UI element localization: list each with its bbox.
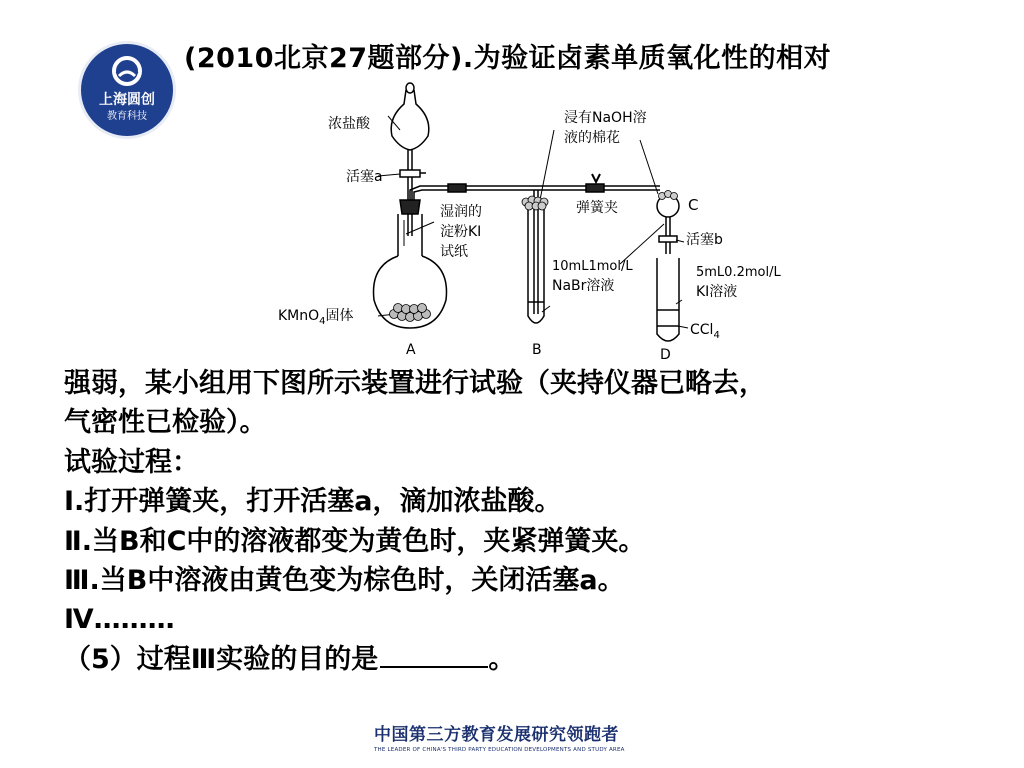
apparatus-diagram [270,78,810,368]
label-wet-paper-2: 淀粉KI [440,224,482,240]
label-spring-clip: 弹簧夹 [576,200,618,216]
question-5-prefix: （5）过程Ⅲ实验的目的是 [64,643,379,675]
label-conc-hcl: 浓盐酸 [328,116,370,132]
answer-blank [380,640,488,668]
label-stopcock-a: 活塞a [346,169,383,185]
question-5 [64,640,964,679]
label-nabr-2: NaBr溶液 [552,278,615,294]
label-ki-1: 5mL0.2mol/L [696,265,781,280]
label-wet-paper-3: 试纸 [440,244,468,260]
label-wet-paper-1: 湿润的 [440,204,482,220]
label-kmno4: KMnO$_4$固体 [278,308,354,327]
body-line-1: 强弱，某小组用下图所示装置进行试验（夹持仪器已略去， [64,368,766,399]
label-stopcock-b: 活塞b [686,232,723,248]
label-cotton-1: 浸有NaOH溶 [564,110,647,126]
label-a: A [406,342,416,358]
label-ccl4: CCl$_4$ [690,322,720,341]
step-3: Ⅲ.当B中溶液由黄色变为棕色时，关闭活塞a。 [64,565,625,597]
step-2: Ⅱ.当B和C中的溶液都变为黄色时，夹紧弹簧夹。 [64,525,646,557]
question-5-suffix: 。 [488,643,516,675]
label-c: C [688,196,699,214]
body-line-3: 试验过程： [64,446,199,478]
footer-sub: THE LEADER OF CHINA'S THIRD PARTY EDUCATION DEVELOPMENTS AND STUDY AREA [374,747,625,753]
label-nabr-1: 10mL1mol/L [552,259,633,274]
step-4: Ⅳ……… [64,604,175,636]
page-title: (2010北京27题部分).为验证卤素单质氧化性的相对 [184,43,832,74]
label-ki-2: KI溶液 [696,284,738,300]
company-logo [77,40,177,140]
label-d: D [660,347,671,363]
logo-subtitle: 教育科技 [107,111,147,122]
label-b: B [532,342,542,358]
body-line-2: 气密性已检验）。 [64,407,267,439]
question-body [64,364,964,679]
logo-name: 上海圆创 [99,92,155,108]
step-1: Ⅰ.打开弹簧夹，打开活塞a，滴加浓盐酸。 [64,486,562,518]
footer-slogan [374,720,654,753]
label-cotton-2: 液的棉花 [564,130,620,146]
footer-main: 中国第三方教育发展研究领跑者 [374,725,619,745]
